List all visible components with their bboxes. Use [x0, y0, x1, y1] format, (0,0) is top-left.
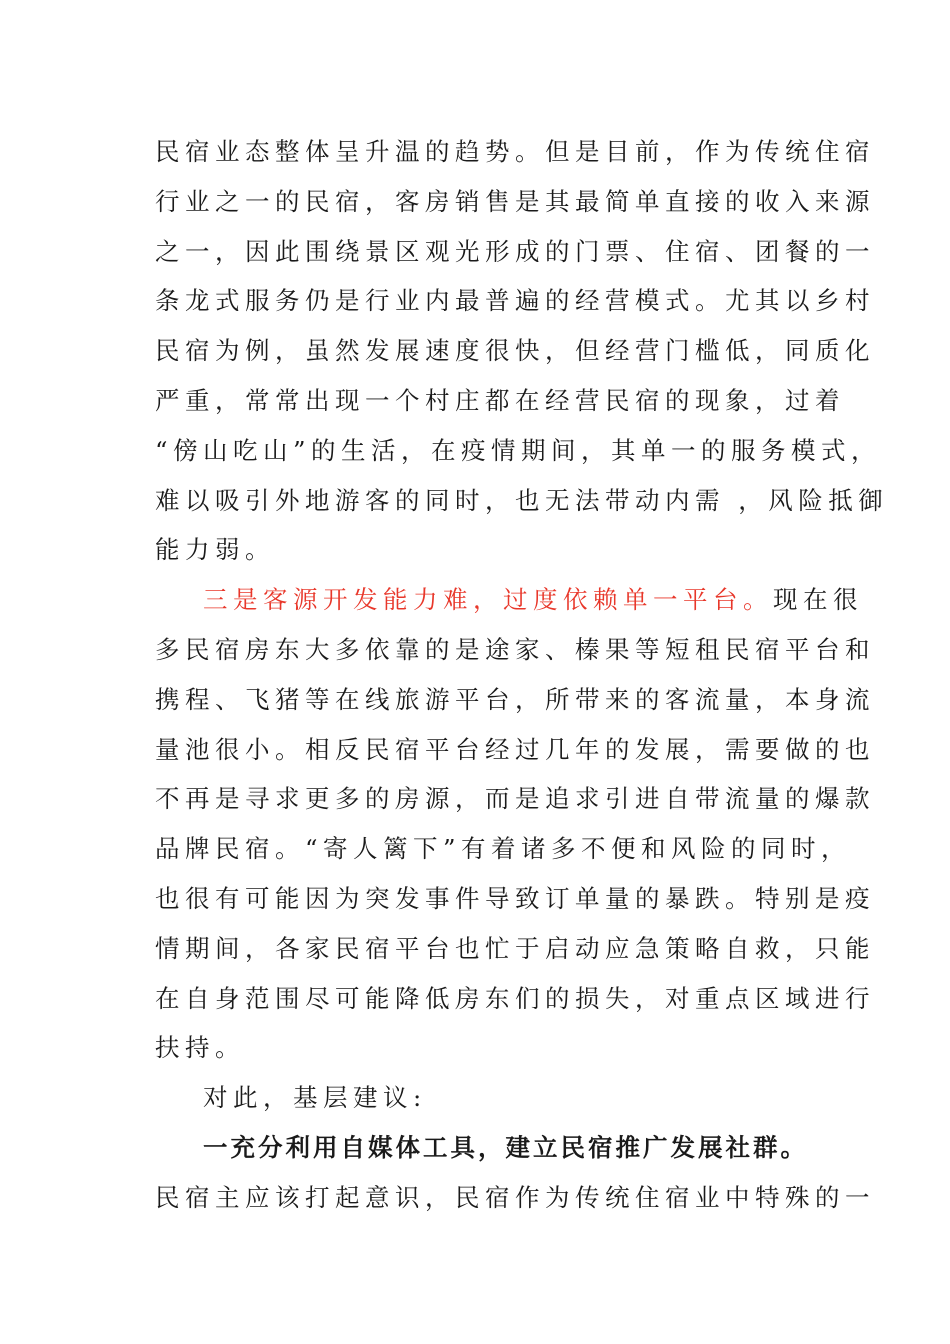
text-line: 对此，基层建议: [203, 1083, 427, 1113]
text-line: 也很有可能因为突发事件导致订单量的暴跌。特别是疫 [155, 883, 875, 913]
text-line [155, 575, 863, 625]
text-line: 量池很小。相反民宿平台经过几年的发展，需要做的也 [155, 734, 875, 764]
section-heading-bold: 一充分利用自媒体工具，建立民宿推广发展社群。 [203, 1132, 808, 1162]
text-line: 条龙式服务仍是行业内最普遍的经营模式。尤其以乡村 [155, 286, 875, 316]
text-line: 难以吸引外地游客的同时，也无法带动内需 ，风险抵御 [155, 485, 889, 515]
text-line: 情期间，各家民宿平台也忙于启动应急策略自救，只能 [155, 933, 875, 963]
text-line: 品牌民宿。“寄人篱下”有着诸多不便和风险的同时， [155, 834, 852, 864]
text-line: 多民宿房东大多依靠的是途家、榛果等短租民宿平台和 [155, 634, 875, 664]
paragraph-suggestion-one [155, 1123, 875, 1223]
paragraph-tourism-model [155, 127, 889, 575]
text-line: 携程、飞猪等在线旅游平台，所带来的客流量，本身流 [155, 684, 875, 714]
text-line: 扶持。 [155, 1033, 245, 1063]
text-line: 不再是寻求更多的房源，而是追求引进自带流量的爆款 [155, 784, 875, 814]
document-page [155, 127, 889, 1223]
paragraph-suggestion-intro [155, 1073, 800, 1123]
text-line: “傍山吃山”的生活，在疫情期间，其单一的服务模式， [155, 435, 882, 465]
paragraph-customer-source [155, 575, 875, 1073]
text-fragment: 现在很 [773, 585, 863, 615]
text-line: 民宿业态整体呈升温的趋势。但是目前，作为传统住宿 [155, 137, 875, 166]
text-line: 行业之一的民宿，客房销售是其最简单直接的收入来源 [155, 186, 875, 216]
text-line: 能力弱。 [155, 535, 275, 565]
text-line: 之一，因此围绕景区观光形成的门票、住宿、团餐的一 [155, 236, 875, 266]
text-line: 严重，常常出现一个村庄都在经营民宿的现象，过着 [155, 385, 845, 415]
text-line: 民宿主应该打起意识，民宿作为传统住宿业中特殊的一 [155, 1182, 875, 1212]
text-line: 在自身范围尽可能降低房东们的损失，对重点区域进行 [155, 983, 875, 1013]
section-heading-red: 三是客源开发能力难，过度依赖单一平台。 [203, 585, 773, 615]
text-line: 民宿为例，虽然发展速度很快，但经营门槛低，同质化 [155, 336, 875, 366]
